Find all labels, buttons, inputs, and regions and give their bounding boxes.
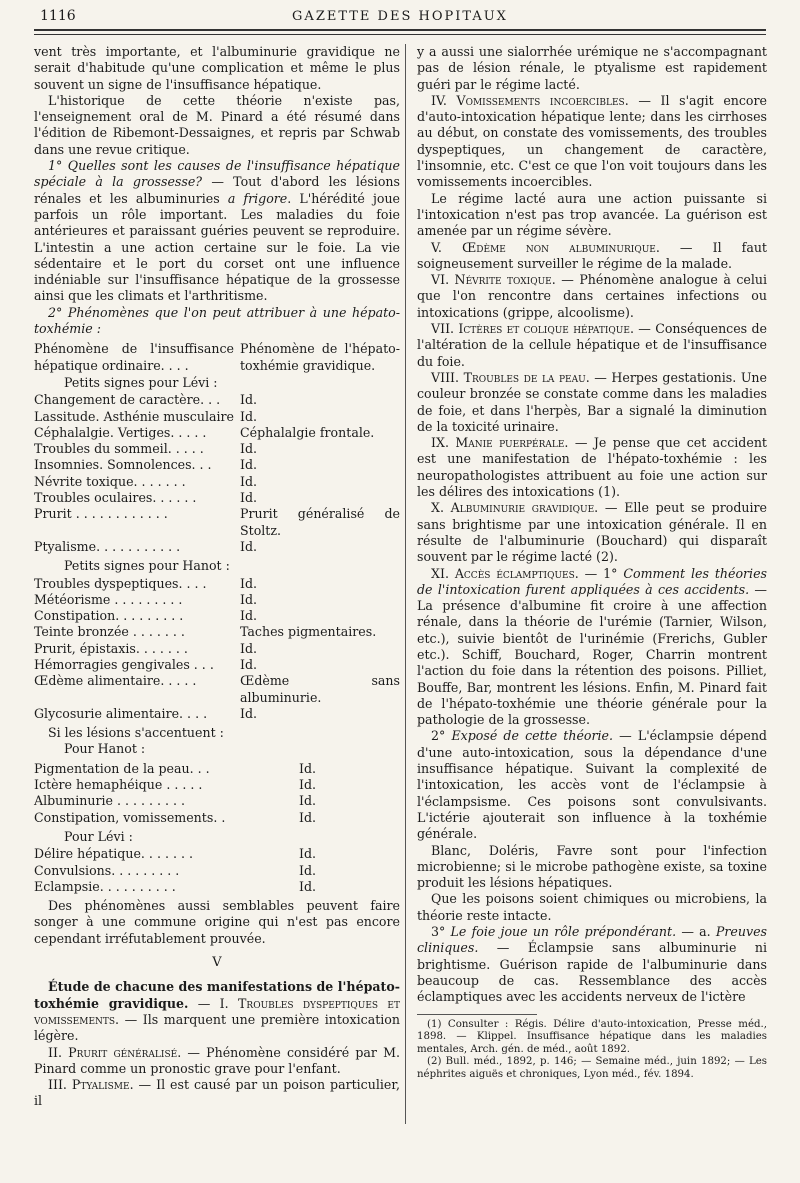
- table-row: Glycosurie alimentaire. . . . Id.: [34, 705, 258, 721]
- table-row: Prurit . . . . . . . . . . . . Prurit généralisé de Stoltz.: [34, 506, 400, 538]
- page-number: 1116: [40, 8, 76, 24]
- paragraph: Le régime lacté aura une action puissante si l'intoxication n'est pas trop avancée. La guérison est amenée par un régime sévère.: [417, 190, 767, 239]
- paragraph: 2° Exposé de cette théorie. — L'éclampsie dépend d'une auto-intoxication, sous la dépendance d'une insuffisance hépatique. Suivant la complexité de l'intoxication, les accès vont de l'éclampsie à l'éclampsisme. Ces poisons sont convulsivants. L'ictérie ajouterait son influence à la toxhémie générale.: [417, 728, 767, 842]
- paragraph: Des phénomènes aussi semblables peuvent faire songer à une commune origine qui n'est pas encore cependant irréfutablement prouvée.: [34, 898, 400, 946]
- column-header: Phénomène de l'insuffisance hépatique ordinaire. . . .: [34, 341, 234, 373]
- table-row: Pigmentation de la peau. . . Id.: [34, 760, 317, 776]
- section-number: V: [212, 955, 222, 971]
- group-heading: Pour Hanot :: [64, 741, 146, 757]
- paragraph: 3° Le foie joue un rôle prépondérant. — a. Preuves cliniques. — Éclampsie sans albuminurie ni brightisme. Guérison rapide de l'albuminurie dans beaucoup de cas. Ressemblance des accès éclamptiques avec les accidents nerveux de l'ictère: [417, 924, 767, 1005]
- paragraph: Que les poisons soient chimiques ou microbiens, la théorie reste intacte.: [417, 891, 767, 923]
- group-heading: Petits signes pour Lévi :: [64, 374, 218, 390]
- table-row: Céphalalgie. Vertiges. . . . . Céphalalgie frontale.: [34, 424, 375, 440]
- paragraph: II. Prurit généralisé. — Phénomène considéré par M. Pinard comme un pronostic grave pour l'enfant.: [34, 1044, 400, 1076]
- table-row: Lassitude. Asthénie musculaire Id.: [34, 408, 258, 424]
- group-heading: Si les lésions s'accentuent :: [48, 725, 224, 741]
- column-divider: [405, 44, 406, 1124]
- table-row: Eclampsie. . . . . . . . . . Id.: [34, 878, 317, 894]
- paragraph: Étude de chacune des manifestations de l'hépato-toxhémie gravidique. — I. Troubles dyspeptiques et vomissements. — Ils marquent une première intoxication légère.: [34, 979, 400, 1044]
- group-heading: Petits signes pour Hanot :: [64, 558, 230, 574]
- comparison-table-levi: [34, 392, 400, 555]
- paragraph: XI. Accès éclamptiques. — 1° Comment les théories de l'intoxication furent appliquées à ces accidents. — La présence d'albumine fit croire à une affection rénale, dans la théorie de l'urémie (Tarnier, Wilson, etc.), suivie bientôt de l'urinémie (Frerichs, Gubler etc.). Schiff, Bouchard, Roger, Charrin montrent l'action du foie dans la rétention des poisons. Pilliet, Bouffe, Bar, montrent les lésions. Enfin, M. Pinard fait de l'hépato-toxhémie une théorie générale pour la pathologie de la grossesse.: [417, 565, 767, 728]
- paragraph: VIII. Troubles de la peau. — Herpes gestationis. Une couleur bronzée se constate comme dans les maladies de foie, et dans l'herpès, Bar a signalé la diminution de la toxicité urinaire.: [417, 369, 767, 434]
- column-header: Phénomène de l'hépato-toxhémie gravidique.: [240, 341, 400, 373]
- footnote-rule: [417, 1014, 537, 1015]
- comparison-table-hanot: [34, 576, 400, 723]
- table-row: Troubles dyspeptiques. . . . Id.: [34, 575, 258, 591]
- paragraph: VI. Névrite toxique. — Phénomène analogue à celui que l'on rencontre dans certaines infections ou intoxications (grippe, alcoolisme).: [417, 272, 768, 320]
- table-row: Œdème alimentaire. . . . . Œdème sans albuminurie.: [34, 673, 400, 705]
- paragraph: 1° Quelles sont les causes de l'insuffisance hépatique spéciale à la grossesse? — Tout d'abord les lésions rénales et les albuminuries a frigore. L'hérédité joue parfois un rôle important. Les maladies du foie antérieures et paraissant guéries peuvent se reproduire. L'intestin a une action certaine sur le foie. La vie sédentaire et le port du corset ont une influence indéniable sur l'insuffisance hépatique de la grossesse ainsi que les climats et l'arthritisme.: [34, 158, 401, 304]
- table-row: Constipation. . . . . . . . . Id.: [34, 608, 258, 624]
- table-row: Convulsions. . . . . . . . . Id.: [34, 862, 317, 878]
- table-row: Ptyalisme. . . . . . . . . . . Id.: [34, 538, 258, 554]
- paragraph: 2° Phénomènes que l'on peut attribuer à une hépato-toxhémie :: [34, 304, 400, 337]
- paragraph: X. Albuminurie gravidique. — Elle peut se produire sans brightisme par une intoxication générale. Il en résulte de l'albuminurie (Bouchard) qui disparaît souvent par le régime lacté (2).: [417, 500, 767, 565]
- right-column: [417, 44, 767, 1081]
- table-row: Albuminurie . . . . . . . . . Id.: [34, 793, 317, 809]
- left-column: [34, 44, 400, 1110]
- table-header-row: [34, 341, 400, 374]
- group-heading: Pour Lévi :: [64, 828, 133, 844]
- table-row: Ictère hemaphéique . . . . . Id.: [34, 777, 317, 793]
- paragraph: V. Œdème non albuminurique. — Il faut soigneusement surveiller le régime de la malade.: [417, 239, 767, 271]
- table-row: Prurit, épistaxis. . . . . . . Id.: [34, 640, 258, 656]
- comparison-table: [34, 341, 400, 374]
- paragraph: Blanc, Doléris, Favre sont pour l'infection microbienne; si le microbe pathogène existe, sa toxine produit les lésions hépatiques.: [417, 842, 767, 891]
- paragraph: IV. Vomissements incoercibles. — Il s'agit encore d'auto-intoxication hépatique lente; dans les cirrhoses au début, on constate des vomissements, des troubles dyspeptiques, un changement de caractère, l'insomnie, etc. C'est ce que l'on voit toujours dans les vomissements incoercibles.: [417, 92, 767, 190]
- section-heading: Étude de chacune des manifestations de l'hépato-toxhémie gravidique.: [34, 979, 400, 1011]
- table-row: Météorisme . . . . . . . . . Id.: [34, 591, 258, 607]
- table-row: Troubles du sommeil. . . . . Id.: [34, 441, 258, 457]
- paragraph: vent très importante, et l'albuminurie gravidique ne serait d'habitude qu'une complication et même le plus souvent un signe de l'insuffisance hépatique.: [34, 44, 400, 92]
- table-row: Troubles oculaires. . . . . . Id.: [34, 490, 258, 506]
- paragraph: VII. Ictères et colique hépatique. — Conséquences de l'altération de la cellule hépatique et de l'insuffisance du foie.: [417, 321, 767, 369]
- paragraph: III. Ptyalisme. — Il est causé par un poison particulier, il: [34, 1077, 400, 1109]
- table-row: Délire hépatique. . . . . . . Id.: [34, 846, 317, 862]
- table-row: Teinte bronzée . . . . . . . Taches pigmentaires.: [34, 624, 377, 640]
- paragraph: IX. Manie puerpérale. — Je pense que cet accident est une manifestation de l'hépato-toxhémie : les neuropathologistes attribuent au foie une action sur les délires des intoxications (1).: [417, 435, 767, 500]
- table-row: Changement de caractère. . . Id.: [34, 392, 258, 408]
- table-row: Constipation, vomissements. . Id.: [34, 809, 317, 825]
- footnote: (1) Consulter : Régis. Délire d'auto-intoxication, Presse méd., 1898. — Klippel. Insuffisance hépatique dans les maladies mentales, Arch. gén. de méd., août 1892.: [417, 1018, 767, 1055]
- header-rule: [34, 29, 766, 31]
- paragraph: L'historique de cette théorie n'existe pas, l'enseignement oral de M. Pinard a été résumé dans l'édition de Ribemont-Dessaignes, et repris par Schwab dans une revue critique.: [34, 92, 400, 157]
- table-row: Insomnies. Somnolences. . . Id.: [34, 457, 258, 473]
- table-row: Névrite toxique. . . . . . . Id.: [34, 473, 258, 489]
- comparison-table-levi-2: [34, 846, 400, 895]
- comparison-table-hanot-2: [34, 761, 400, 826]
- page-header: [0, 0, 800, 40]
- paragraph: y a aussi une sialorrhée urémique ne s'accompagnant pas de lésion rénale, le ptyalisme est rapidement guéri par le régime lacté.: [417, 44, 767, 92]
- table-row: Hémorragies gengivales . . . Id.: [34, 656, 258, 672]
- header-rule-thin: [34, 34, 766, 35]
- question-heading: 1° Quelles sont les causes de l'insuffisance hépatique spéciale à la grossesse?: [34, 158, 400, 190]
- journal-title: GAZETTE DES HOPITAUX: [292, 9, 508, 24]
- footnote: (2) Bull. méd., 1892, p. 146; — Semaine méd., juin 1892; — Les néphrites aiguës et chroniques, Lyon méd., fév. 1894.: [417, 1056, 767, 1080]
